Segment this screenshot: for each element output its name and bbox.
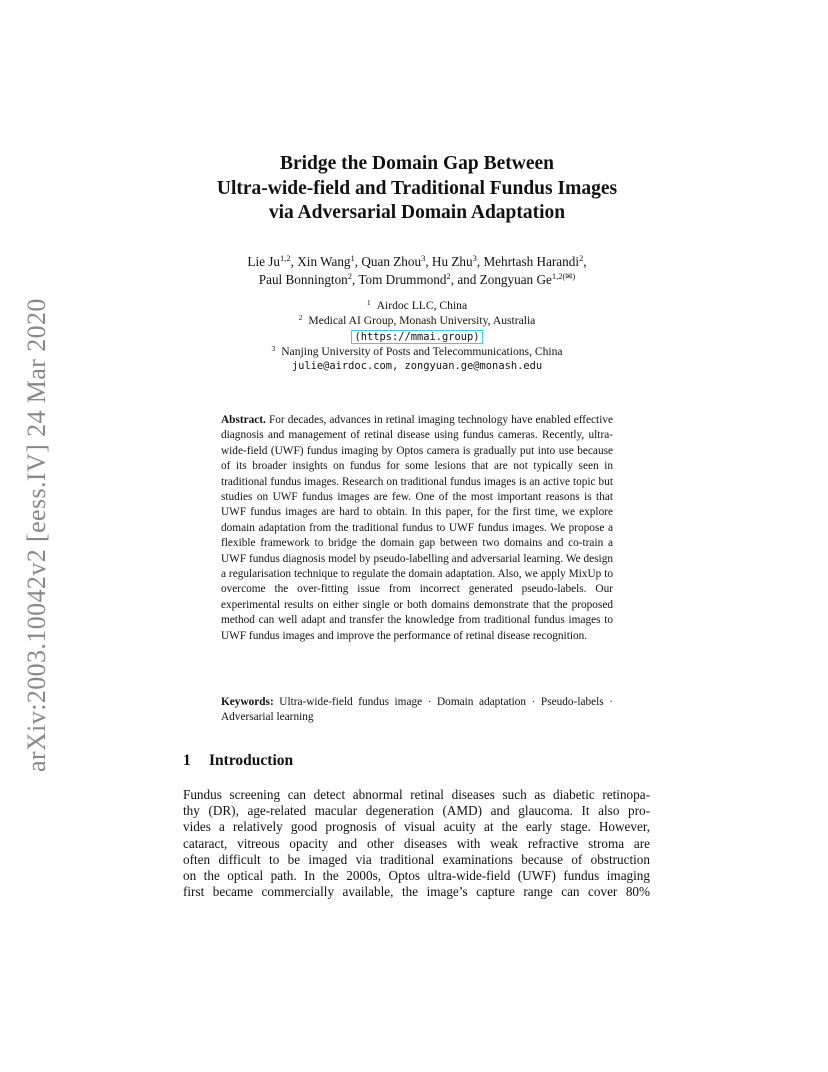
- title-line: Ultra-wide-field and Traditional Fundus Images: [216, 177, 618, 199]
- author-name: Xin Wang: [297, 254, 351, 269]
- affiliation-line: [120, 298, 714, 313]
- author-name: Mehrtash Harandi: [483, 254, 580, 269]
- affiliation-text: Airdoc LLC, China: [376, 299, 468, 312]
- title-line: Bridge the Domain Gap Between: [279, 153, 555, 174]
- affiliation-number: 1: [366, 298, 371, 307]
- author-affil-mark: 2: [347, 270, 353, 281]
- affiliation-line: [120, 329, 714, 344]
- body-text-line: first became commercially available, the image’s capture range can cover 80%: [183, 884, 650, 900]
- abstract-text: For decades, advances in retinal imaging technology have enabled effective diagnosis and management of retinal disease using fundus cameras. Recently, ultra-wide-field (UWF) fundus imaging by Optos camera is gradually put into use because of its broader insights on fundus for some lesions that are not typically seen in traditional fundus images. Research on traditional fundus images is an active topic but studies on UWF fundus images are few. One of the most important reasons is that UWF fundus images are hard to obtain. In this paper, for the first time, we explore domain adaptation from the traditional fundus to UWF fundus images. We propose a flexible framework to bridge the domain gap between two domains and co-train a UWF fundus diagnosis model by pseudo-labelling and adversarial learning. We design a regularisation technique to regulate the domain adaptation. Also, we apply MixUp to overcome the over-fitting issue from incorrect generated pseudo-labels. Our experimental results on either single or both domains demonstrate that the proposed method can well adapt and transfer the knowledge from traditional fundus images to UWF fundus images and improve the performance of retinal disease recognition.: [221, 414, 614, 642]
- author-emails: julie@airdoc.com, zongyuan.ge@monash.edu: [291, 360, 543, 373]
- author-name: Hu Zhu: [431, 254, 473, 269]
- abstract-label: Abstract.: [221, 414, 266, 426]
- affiliation-line: [120, 344, 714, 359]
- title-line: via Adversarial Domain Adaptation: [268, 202, 566, 223]
- keywords-label: Keywords:: [221, 696, 274, 708]
- body-text-line: thy (DR), age-related macular degeneration (AMD) and glaucoma. It also pro-: [183, 803, 650, 819]
- author-name: Tom Drummond: [358, 271, 447, 287]
- introduction-body: [183, 787, 650, 900]
- affiliation-text: Nanjing University of Posts and Telecommunications, China: [281, 344, 563, 358]
- author-line: Lie Ju$^{1,2}$, Xin Wang$^1$, Quan Zhou$^3$, Hu Zhu$^3$, Mehrtash Harandi$^2$,: [247, 253, 587, 269]
- body-text-line: on the optical path. In the 2000s, Optos ultra-wide-field (UWF) fundus imaging: [183, 867, 650, 883]
- body-text-line: Fundus screening can detect abnormal retinal diseases such as diabetic retinopa-: [183, 787, 650, 802]
- arxiv-identifier-stamp: arXiv:2003.10042v2 [eess.IV] 24 Mar 2020: [22, 298, 51, 772]
- author-name: Zongyuan Ge: [479, 271, 552, 287]
- body-text-line: often difficult to be imaged via traditional examinations because of obstruction: [183, 851, 650, 867]
- group-url-link[interactable]: (https://mmai.group): [351, 330, 482, 344]
- paper-title: [120, 152, 714, 226]
- author-affil-mark: 3: [421, 253, 426, 263]
- author-affil-mark: 2: [579, 253, 584, 263]
- affiliation-number: 2: [298, 313, 303, 323]
- body-text-line: cataract, vitreous opacity and other diseases with weak refractive stroma are: [183, 835, 650, 851]
- affiliation-number: 3: [271, 343, 276, 353]
- author-name: Quan Zhou: [361, 254, 422, 269]
- author-name: Lie Ju: [247, 254, 281, 269]
- affiliation-text: Medical AI Group, Monash University, Australia: [308, 314, 536, 328]
- affiliation-line: [120, 313, 714, 328]
- section-title: Introduction: [209, 752, 294, 769]
- section-number: 1: [183, 752, 191, 769]
- keywords-text: Ultra-wide-field fundus image · Domain adaptation · Pseudo-labels · Adversarial learning: [221, 696, 613, 724]
- author-list: [120, 253, 714, 288]
- abstract: [221, 413, 613, 644]
- author-conjunction: and: [457, 271, 477, 287]
- author-line: Paul Bonnington$^2$, Tom Drummond$^2$, and Zongyuan $Ge^{1,2(✉)}$: [258, 270, 576, 287]
- affiliation-list: [120, 298, 714, 374]
- body-text-line: vides a relatively good prognosis of visual acuity at the early stage. However,: [183, 819, 650, 835]
- corresponding-author-mark: 1,2(✉): [551, 270, 576, 281]
- author-affil-mark: 1,2: [280, 253, 291, 263]
- author-name: Paul Bonnington: [258, 271, 348, 287]
- author-affil-mark: 2: [446, 270, 451, 281]
- section-heading: [183, 752, 293, 770]
- keywords: [221, 695, 613, 726]
- author-affil-mark: 3: [472, 253, 477, 263]
- author-affil-mark: 1: [350, 253, 355, 263]
